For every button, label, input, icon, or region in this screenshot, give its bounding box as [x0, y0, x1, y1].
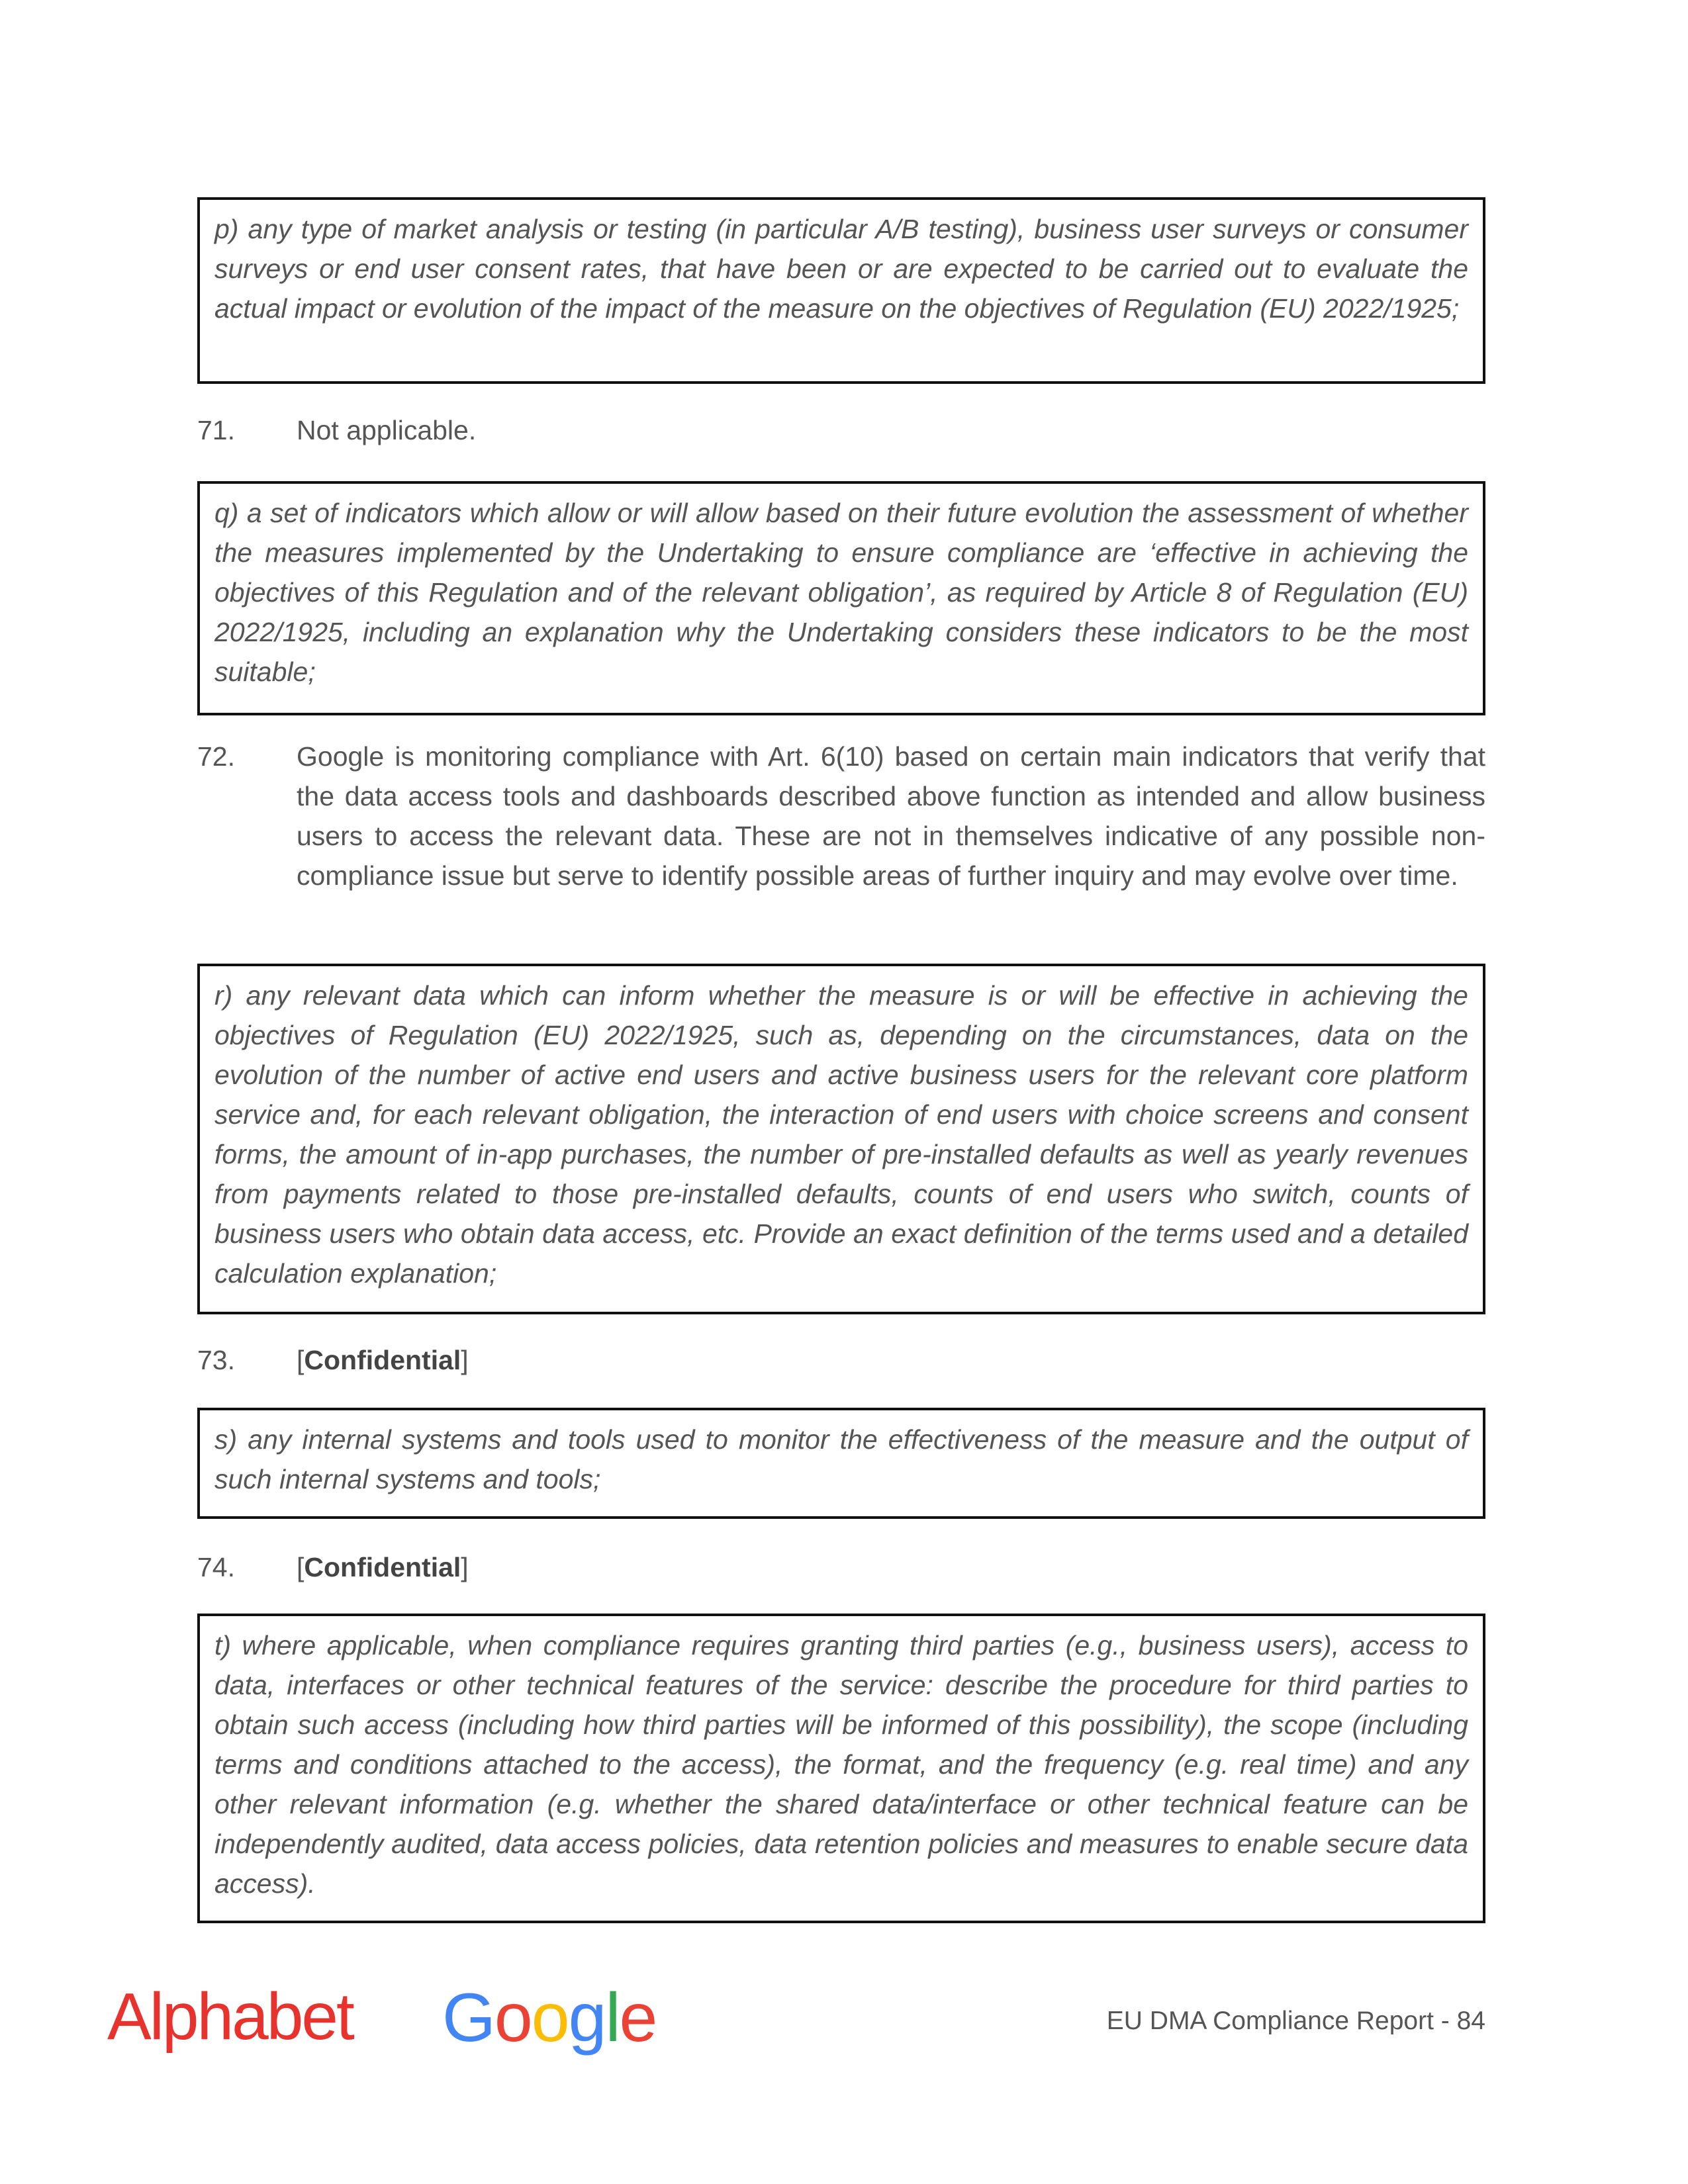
- confidential-label: Confidential: [304, 1345, 461, 1375]
- confidential-label: Confidential: [304, 1552, 461, 1582]
- google-logo-letter: o: [531, 1979, 569, 2056]
- requirement-box-p: [197, 197, 1485, 384]
- requirement-box-q: [197, 481, 1485, 715]
- report-page-label: EU DMA Compliance Report - 84: [1106, 2007, 1485, 2035]
- google-logo-letter: e: [619, 1979, 657, 2056]
- alphabet-logo: Alphabet: [107, 1979, 353, 2054]
- requirement-box-r: [197, 964, 1485, 1314]
- paragraph-number: 72.: [197, 741, 235, 772]
- requirement-text-q: q) a set of indicators which allow or will allow based on their future evolution the assessment of whether the measures implemented by the Undertaking to ensure compliance are ‘effective in achieving the objectives of this Regulation and of the relevant obligation’, as required by Article 8 of Regulation (EU) 2022/1925, including an explanation why the Undertaking considers these indicators to be the most suitable;: [214, 498, 1468, 687]
- requirement-text-r: r) any relevant data which can inform whether the measure is or will be effective in achieving the objectives of Regulation (EU) 2022/1925, such as, depending on the circumstances, data on the evolution of the number of active end users and active business users for the relevant core platform service and, for each relevant obligation, the interaction of end users with choice screens and consent forms, the amount of in-app purchases, the number of pre-installed defaults as well as yearly revenues from payments related to those pre-installed defaults, counts of end users who switch, counts of business users who obtain data access, etc. Provide an exact definition of the terms used and a detailed calculation explanation;: [214, 980, 1468, 1289]
- paragraph-text: Google is monitoring compliance with Art. 6(10) based on certain main indicators that verify that the data access tools and dashboards described above function as intended and allow business users to access the relevant data. These are not in themselves indicative of any possible non-compliance issue but serve to identify possible areas of further inquiry and may evolve over time.: [297, 741, 1485, 891]
- paragraph-71: [197, 410, 1485, 450]
- requirement-text-t: t) where applicable, when compliance requires granting third parties (e.g., business users), access to data, interfaces or other technical features of the service: describe the procedure for third parties to obtain such access (including how third parties will be informed of this possibility), the scope (including terms and conditions attached to the access), the format, and the frequency (e.g. real time) and any other relevant information (e.g. whether the shared data/interface or other technical feature can be independently audited, data access policies, data retention policies and measures to enable secure data access).: [214, 1630, 1468, 1899]
- requirement-text-s: s) any internal systems and tools used to monitor the effectiveness of the measure and the output of such internal systems and tools;: [214, 1424, 1468, 1494]
- requirement-box-t: [197, 1614, 1485, 1923]
- google-logo-letter: l: [605, 1979, 620, 2056]
- google-logo-letter: g: [568, 1979, 606, 2056]
- paragraph-number: 74.: [197, 1552, 235, 1582]
- paragraph-text: Not applicable.: [297, 415, 477, 445]
- paragraph-number: 71.: [197, 415, 235, 445]
- paragraph-text: [Confidential]: [297, 1345, 469, 1375]
- paragraph-74: [197, 1547, 1485, 1587]
- paragraph-text: [Confidential]: [297, 1552, 469, 1582]
- google-logo-letter: o: [494, 1979, 532, 2056]
- paragraph-73: [197, 1340, 1485, 1380]
- paragraph-72: [197, 737, 1485, 895]
- google-logo-letter: G: [442, 1979, 494, 2056]
- google-logo: [442, 1979, 656, 2058]
- requirement-box-s: [197, 1408, 1485, 1519]
- paragraph-number: 73.: [197, 1345, 235, 1375]
- requirement-text-p: p) any type of market analysis or testing (in particular A/B testing), business user surveys or consumer surveys or end user consent rates, that have been or are expected to be carried out to evaluate the actual impact or evolution of the impact of the measure on the objectives of Regulation (EU) 2022/1925;: [214, 214, 1468, 324]
